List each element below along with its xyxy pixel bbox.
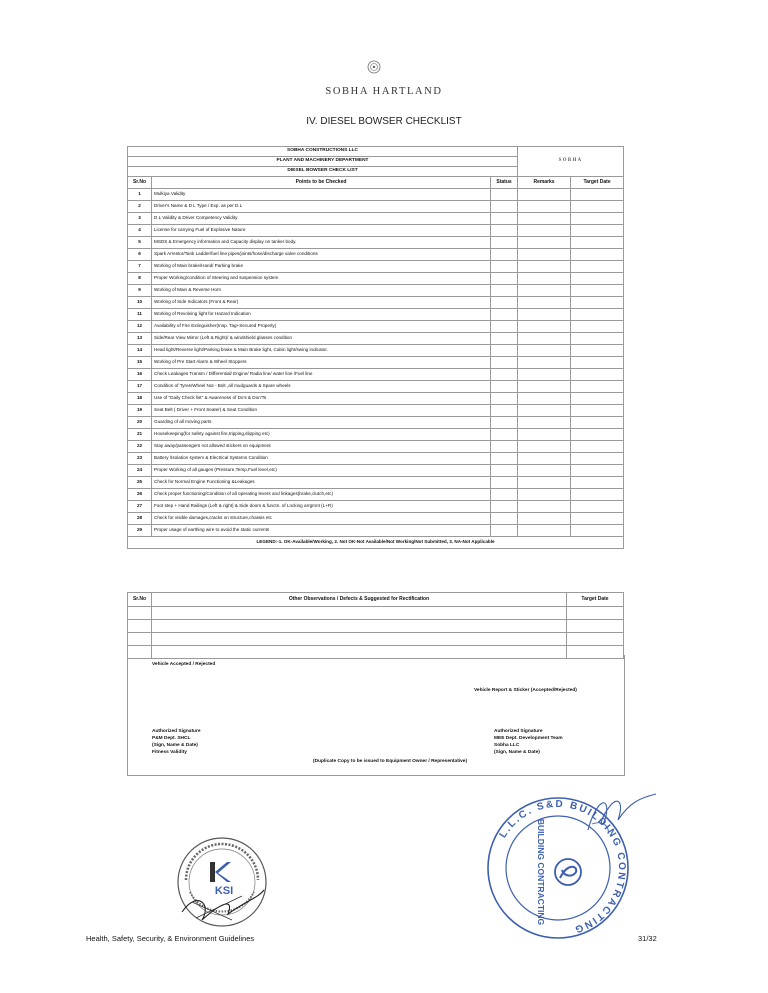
row-status[interactable] <box>491 249 518 261</box>
row-target-date[interactable] <box>571 477 624 489</box>
row-point: Spark Arrestor/Tank Ladder/fuel line pipes/joints/hose/discharge valve conditions <box>152 249 491 261</box>
row-point: License for carrying Fuel of Explosive Nature <box>152 225 491 237</box>
row-point: Housekeeping(for safety against fire,tripping,slipping etc) <box>152 429 491 441</box>
checklist-row <box>128 273 624 285</box>
row-status[interactable] <box>491 465 518 477</box>
row-sr: 2 <box>128 201 152 213</box>
checklist-row <box>128 477 624 489</box>
row-status[interactable] <box>491 297 518 309</box>
row-status[interactable] <box>491 225 518 237</box>
checklist-row <box>128 405 624 417</box>
col-header-remarks: Remarks <box>518 177 571 189</box>
row-target-date[interactable] <box>571 345 624 357</box>
row-sr: 13 <box>128 333 152 345</box>
row-target-date[interactable] <box>571 525 624 537</box>
row-remarks[interactable] <box>518 393 571 405</box>
obs-row[interactable] <box>128 633 624 646</box>
row-point: Working of Revolving light for Hazard Indication <box>152 309 491 321</box>
brand-name: SOBHA HARTLAND <box>325 86 443 97</box>
row-status[interactable] <box>491 237 518 249</box>
obs-row[interactable] <box>128 620 624 633</box>
obs-header-title: Other Observations / Defects & Suggested for Rectification <box>152 593 567 607</box>
row-status[interactable] <box>491 273 518 285</box>
checklist-row <box>128 501 624 513</box>
checklist-row <box>128 417 624 429</box>
row-target-date[interactable] <box>571 417 624 429</box>
row-target-date[interactable] <box>571 513 624 525</box>
row-remarks[interactable] <box>518 429 571 441</box>
checklist-row <box>128 453 624 465</box>
row-point: Working of Main & Reverse Horn <box>152 285 491 297</box>
row-status[interactable] <box>491 405 518 417</box>
svg-text:L.L.C. S&D BUILDING CONTRACTIN: L.L.C. S&D BUILDING CONTRACTING <box>497 798 628 936</box>
row-target-date[interactable] <box>571 465 624 477</box>
row-remarks[interactable] <box>518 525 571 537</box>
vehicle-accepted-label: Vehicle Accepted / Rejected <box>152 662 216 667</box>
row-target-date[interactable] <box>571 273 624 285</box>
col-header-status: Status <box>491 177 518 189</box>
row-point: Proper Working/condition of Steering and suspension system <box>152 273 491 285</box>
row-target-date[interactable] <box>571 453 624 465</box>
row-target-date[interactable] <box>571 441 624 453</box>
row-target-date[interactable] <box>571 501 624 513</box>
row-status[interactable] <box>491 441 518 453</box>
row-target-date[interactable] <box>571 381 624 393</box>
obs-row[interactable] <box>128 607 624 620</box>
row-remarks[interactable] <box>518 381 571 393</box>
checklist-row <box>128 225 624 237</box>
row-point: Check for Normal Engine Functioning &Leakages <box>152 477 491 489</box>
row-target-date[interactable] <box>571 249 624 261</box>
row-status[interactable] <box>491 525 518 537</box>
row-remarks[interactable] <box>518 297 571 309</box>
row-point: Check for visible damages,cracks on structure,chassis etc <box>152 513 491 525</box>
row-remarks[interactable] <box>518 285 571 297</box>
checklist-row <box>128 369 624 381</box>
checklist-table <box>127 146 624 549</box>
row-remarks[interactable] <box>518 417 571 429</box>
row-sr: 24 <box>128 465 152 477</box>
svg-text:BUILDING CONTRACTING: BUILDING CONTRACTING <box>536 818 546 926</box>
row-remarks[interactable] <box>518 513 571 525</box>
row-point: Check proper functioning/Condition of all operating levers and linkages(brake,clutch,etc) <box>152 489 491 501</box>
row-point: Proper Working of all gauges (Pressure,Temp,Fuel level,etc) <box>152 465 491 477</box>
row-remarks[interactable] <box>518 273 571 285</box>
row-target-date[interactable] <box>571 285 624 297</box>
row-target-date[interactable] <box>571 297 624 309</box>
left-signature-block: Authorized Signature P&M Dept. SHCL (Sign, Name & Date) Fitness Validity <box>152 729 201 755</box>
checklist-row <box>128 237 624 249</box>
row-status[interactable] <box>491 201 518 213</box>
row-status[interactable] <box>491 345 518 357</box>
checklist-row <box>128 189 624 201</box>
row-point: Working of Main brake/Hand/ Parking brake <box>152 261 491 273</box>
row-sr: 4 <box>128 225 152 237</box>
checklist-row <box>128 393 624 405</box>
row-point: Driver's Name & D L Type / Exp. as per D.L <box>152 201 491 213</box>
col-header-points: Points to be Checked <box>152 177 491 189</box>
row-target-date[interactable] <box>571 237 624 249</box>
row-target-date[interactable] <box>571 357 624 369</box>
row-remarks[interactable] <box>518 189 571 201</box>
row-remarks[interactable] <box>518 501 571 513</box>
row-remarks[interactable] <box>518 309 571 321</box>
row-remarks[interactable] <box>518 333 571 345</box>
checklist-row <box>128 321 624 333</box>
row-target-date[interactable] <box>571 225 624 237</box>
row-sr: 26 <box>128 489 152 501</box>
duplicate-note: (Duplicate Copy to be issued to Equipment Owner / Representative) <box>313 759 468 764</box>
checklist-row <box>128 357 624 369</box>
row-sr: 20 <box>128 417 152 429</box>
row-status[interactable] <box>491 477 518 489</box>
row-status[interactable] <box>491 309 518 321</box>
row-remarks[interactable] <box>518 225 571 237</box>
row-point: Seat Belt ( Driver + Front Seater) & Seat Condition <box>152 405 491 417</box>
checklist-row <box>128 201 624 213</box>
row-status[interactable] <box>491 357 518 369</box>
row-remarks[interactable] <box>518 477 571 489</box>
row-remarks[interactable] <box>518 369 571 381</box>
row-point: Side/Rear View Mirror (Left & Right)/ & windshield glasses condition <box>152 333 491 345</box>
row-status[interactable] <box>491 261 518 273</box>
row-status[interactable] <box>491 501 518 513</box>
row-point: Check Leakages Transm / Differential/ Engine/ Radia line/ water line /Fuel line <box>152 369 491 381</box>
row-sr: 8 <box>128 273 152 285</box>
obs-header-target: Target Date <box>567 593 624 607</box>
checklist-row <box>128 297 624 309</box>
checklist-row <box>128 441 624 453</box>
row-sr: 28 <box>128 513 152 525</box>
row-sr: 5 <box>128 237 152 249</box>
obs-header-sr: Sr.No <box>128 593 152 607</box>
sobha-logo-icon <box>367 60 381 74</box>
row-point: D.L Validity & Driver Competency Validity <box>152 213 491 225</box>
row-sr: 6 <box>128 249 152 261</box>
row-remarks[interactable] <box>518 345 571 357</box>
row-point: Head light/Reverse light/Parking brake & Main Brake light, Cabin light/swing indicator. <box>152 345 491 357</box>
row-sr: 19 <box>128 405 152 417</box>
page-title: IV. DIESEL BOWSER CHECKLIST <box>306 116 462 127</box>
row-target-date[interactable] <box>571 309 624 321</box>
row-remarks[interactable] <box>518 261 571 273</box>
row-sr: 18 <box>128 393 152 405</box>
row-sr: 23 <box>128 453 152 465</box>
row-target-date[interactable] <box>571 429 624 441</box>
row-point: Working of Side Indicators (Front & Rear) <box>152 297 491 309</box>
footer-guidelines: Health, Safety, Security, & Environment Guidelines <box>86 934 255 943</box>
ksi-stamp-icon <box>172 832 272 932</box>
row-point: Condition of Tyres/Wheel Nut - Bolt ,all mudguards & Spare wheels <box>152 381 491 393</box>
checklist-row <box>128 261 624 273</box>
row-status[interactable] <box>491 453 518 465</box>
row-remarks[interactable] <box>518 237 571 249</box>
row-remarks[interactable] <box>518 321 571 333</box>
checklist-row <box>128 309 624 321</box>
row-sr: 3 <box>128 213 152 225</box>
row-target-date[interactable] <box>571 393 624 405</box>
row-sr: 21 <box>128 429 152 441</box>
col-header-target: Target Date <box>571 177 624 189</box>
row-point: Stay away/passengers not allowed stickers on equipment <box>152 441 491 453</box>
row-status[interactable] <box>491 429 518 441</box>
row-sr: 1 <box>128 189 152 201</box>
row-sr: 9 <box>128 285 152 297</box>
row-sr: 16 <box>128 369 152 381</box>
row-target-date[interactable] <box>571 321 624 333</box>
observations-table <box>127 592 624 659</box>
row-target-date[interactable] <box>571 489 624 501</box>
row-remarks[interactable] <box>518 201 571 213</box>
checklist-row <box>128 513 624 525</box>
row-status[interactable] <box>491 189 518 201</box>
row-sr: 17 <box>128 381 152 393</box>
form-name: DIESEL BOWSER CHECK LIST <box>128 167 518 177</box>
row-sr: 29 <box>128 525 152 537</box>
row-sr: 15 <box>128 357 152 369</box>
col-header-sr: Sr.No <box>128 177 152 189</box>
legend: LEGEND:-1. OK-Available/Working, 2. Not OK-Not Available/Not Working/Not Submitted, 3. NA-Not Applicable <box>128 537 624 549</box>
sobha-form-logo: SOBHA <box>518 147 624 177</box>
row-sr: 25 <box>128 477 152 489</box>
row-remarks[interactable] <box>518 249 571 261</box>
checklist-row <box>128 213 624 225</box>
department-name: PLANT AND MACHINERY DEPARTMENT <box>128 157 518 167</box>
row-sr: 14 <box>128 345 152 357</box>
row-point: Use of "Daily Check list" & Awareness of Do's & Don'Ts <box>152 393 491 405</box>
row-target-date[interactable] <box>571 369 624 381</box>
company-name: SOBHA CONSTRUCTIONS LLC <box>128 147 518 157</box>
row-sr: 22 <box>128 441 152 453</box>
checklist-row <box>128 525 624 537</box>
checklist-row <box>128 345 624 357</box>
row-sr: 10 <box>128 297 152 309</box>
row-sr: 7 <box>128 261 152 273</box>
row-point: Mulkiya Validity <box>152 189 491 201</box>
row-remarks[interactable] <box>518 213 571 225</box>
svg-text:KSI: KSI <box>214 885 234 897</box>
row-status[interactable] <box>491 213 518 225</box>
row-target-date[interactable] <box>571 213 624 225</box>
row-sr: 27 <box>128 501 152 513</box>
row-status[interactable] <box>491 333 518 345</box>
checklist-row <box>128 465 624 477</box>
row-remarks[interactable] <box>518 357 571 369</box>
row-point: Guarding of all moving parts <box>152 417 491 429</box>
row-point: MSDS & Emergency information and Capacity display on tanker body. <box>152 237 491 249</box>
row-target-date[interactable] <box>571 333 624 345</box>
row-point: Availability of Fire Extinguisher(Insp. Tag+Secured Properly) <box>152 321 491 333</box>
checklist-row <box>128 489 624 501</box>
vehicle-report-label: Vehicle Report & Sticker (Accepted/Rejected) <box>474 688 577 693</box>
row-status[interactable] <box>491 489 518 501</box>
row-target-date[interactable] <box>571 261 624 273</box>
row-point: Foot step + Hand Railings (Left & right) & Side doors & functn. of Locking arrgmnt (L+R) <box>152 501 491 513</box>
row-status[interactable] <box>491 285 518 297</box>
row-status[interactable] <box>491 369 518 381</box>
row-status[interactable] <box>491 513 518 525</box>
row-remarks[interactable] <box>518 489 571 501</box>
row-remarks[interactable] <box>518 453 571 465</box>
signature-area <box>127 655 625 776</box>
row-target-date[interactable] <box>571 201 624 213</box>
company-stamp-icon <box>460 780 660 940</box>
checklist-row <box>128 381 624 393</box>
row-status[interactable] <box>491 381 518 393</box>
row-target-date[interactable] <box>571 405 624 417</box>
row-status[interactable] <box>491 393 518 405</box>
checklist-row <box>128 249 624 261</box>
row-point: Working of Pre Start Alarm & Wheel Stoppers <box>152 357 491 369</box>
row-point: Proper usage of earthing wire to avoid the static currents <box>152 525 491 537</box>
row-point: Battery /Isolation system & Electrical Systems Condition <box>152 453 491 465</box>
row-sr: 11 <box>128 309 152 321</box>
row-target-date[interactable] <box>571 189 624 201</box>
checklist-row <box>128 429 624 441</box>
row-status[interactable] <box>491 321 518 333</box>
row-remarks[interactable] <box>518 405 571 417</box>
row-remarks[interactable] <box>518 465 571 477</box>
row-status[interactable] <box>491 417 518 429</box>
checklist-row <box>128 333 624 345</box>
checklist-row <box>128 285 624 297</box>
right-signature-block: Authorized Signature MEE Dept. Development Team Sobha LLC (Sign, Name & Date) <box>494 729 563 755</box>
page-number: 31/32 <box>638 934 657 943</box>
row-remarks[interactable] <box>518 441 571 453</box>
row-sr: 12 <box>128 321 152 333</box>
